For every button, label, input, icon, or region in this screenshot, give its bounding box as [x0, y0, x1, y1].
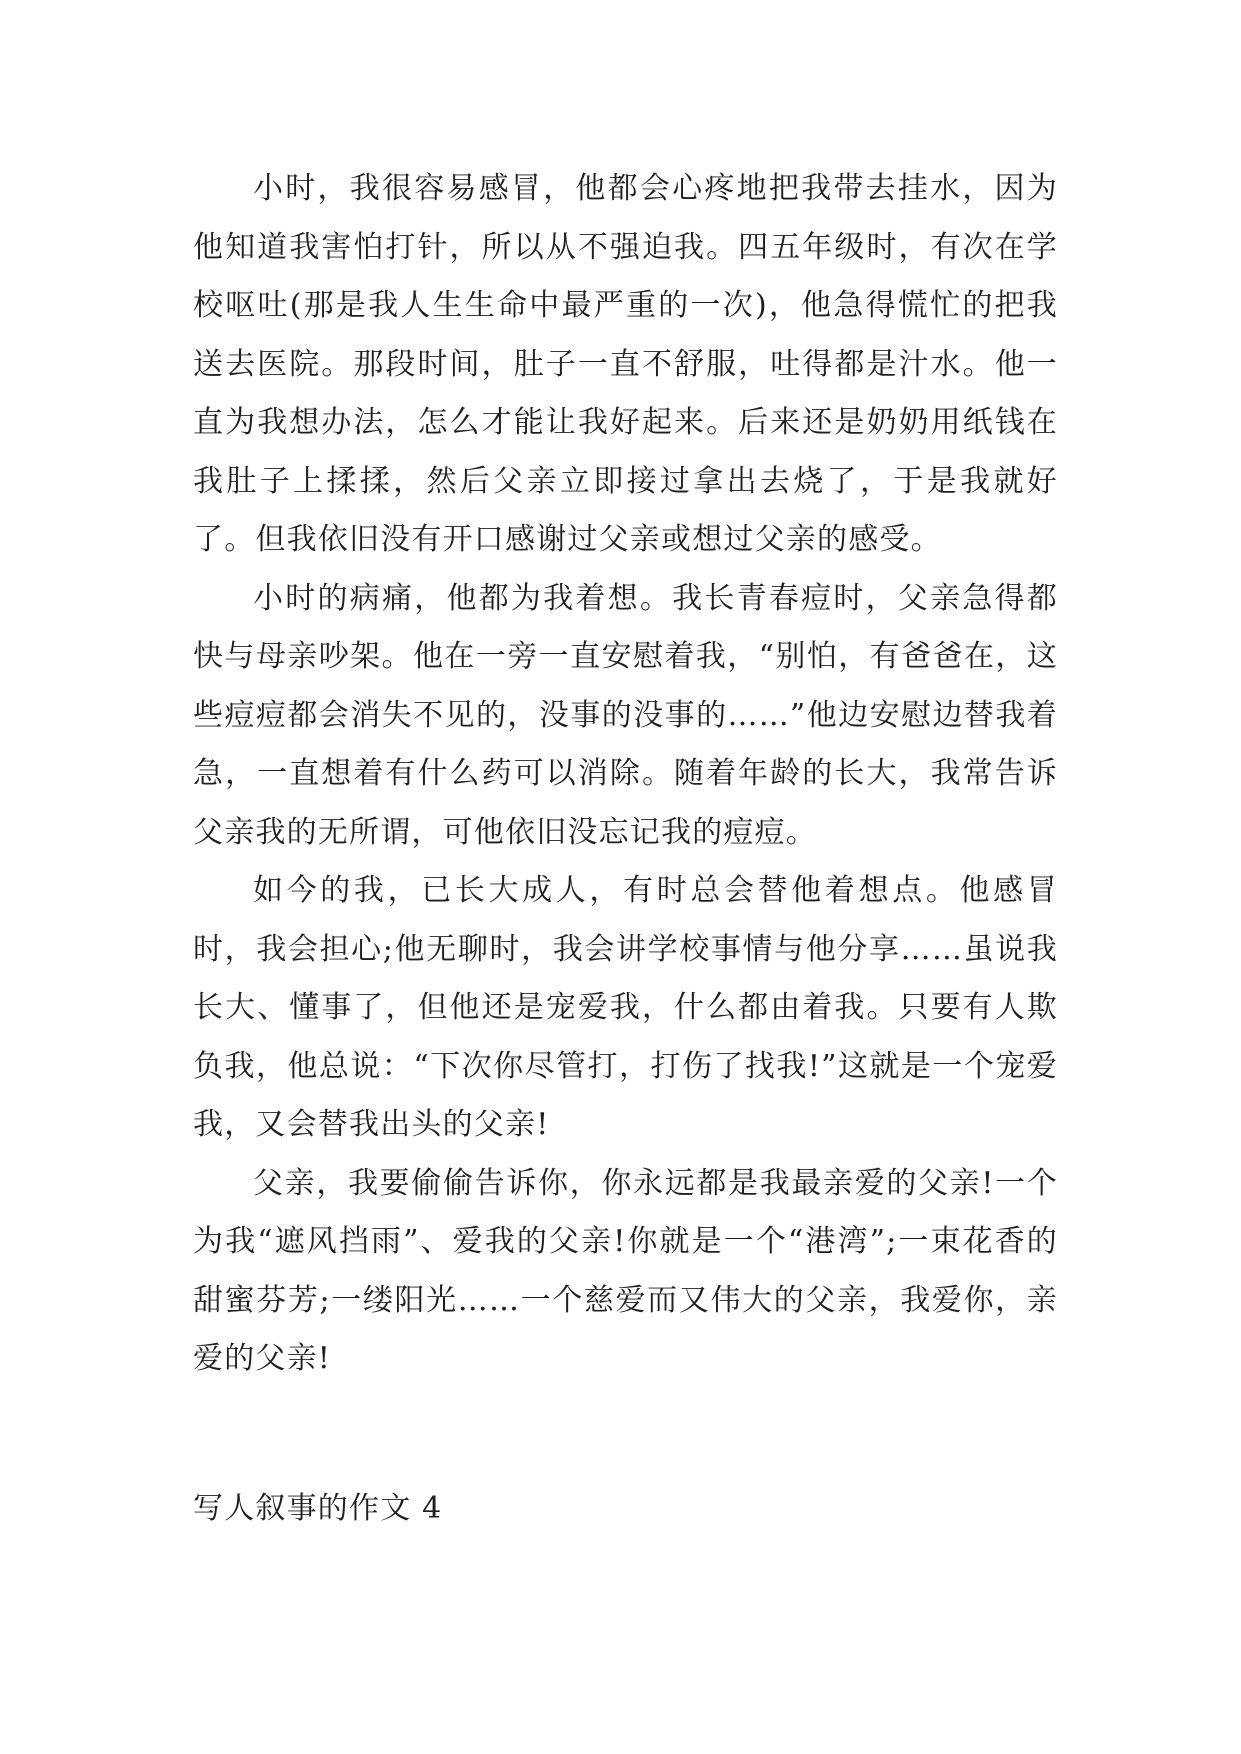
paragraph-1: 小时，我很容易感冒，他都会心疼地把我带去挂水，因为他知道我害怕打针，所以从不强迫我。四五年级时，有次在学校呕吐(那是我人生生命中最严重的一次)，他急得慌忙的把我送去医院。那段时间，肚子一直不舒服，吐得都是汁水。他一直为我想办法，怎么才能让我好起来。后来还是奶奶用纸钱在我肚子上揉揉，然后父亲立即接过拿出去烧了，于是我就好了。但我依旧没有开口感谢过父亲或想过父亲的感受。	[193, 171, 1058, 557]
document-body	[193, 160, 1058, 1389]
paragraph-3: 如今的我，已长大成人，有时总会替他着想点。他感冒时，我会担心;他无聊时，我会讲学校事情与他分享……虽说我长大、懂事了，但他还是宠爱我，什么都由着我。只要有人欺负我，他总说：“下次你尽管打，打伤了找我!”这就是一个宠爱我，又会替我出头的父亲!	[193, 873, 1058, 1142]
paragraph-4: 父亲，我要偷偷告诉你，你永远都是我最亲爱的父亲!一个为我“遮风挡雨”、爱我的父亲!你就是一个“港湾”;一束花香的甜蜜芬芳;一缕阳光……一个慈爱而又伟大的父亲，我爱你，亲爱的父亲!	[193, 1165, 1058, 1376]
paragraph-2: 小时的病痛，他都为我着想。我长青春痘时，父亲急得都快与母亲吵架。他在一旁一直安慰着我，“别怕，有爸爸在，这些痘痘都会消失不见的，没事的没事的……”他边安慰边替我着急，一直想着有什么药可以消除。随着年龄的长大，我常告诉父亲我的无所谓，可他依旧没忘记我的痘痘。	[193, 580, 1058, 850]
section-heading: 写人叙事的作文 4	[193, 1491, 443, 1526]
